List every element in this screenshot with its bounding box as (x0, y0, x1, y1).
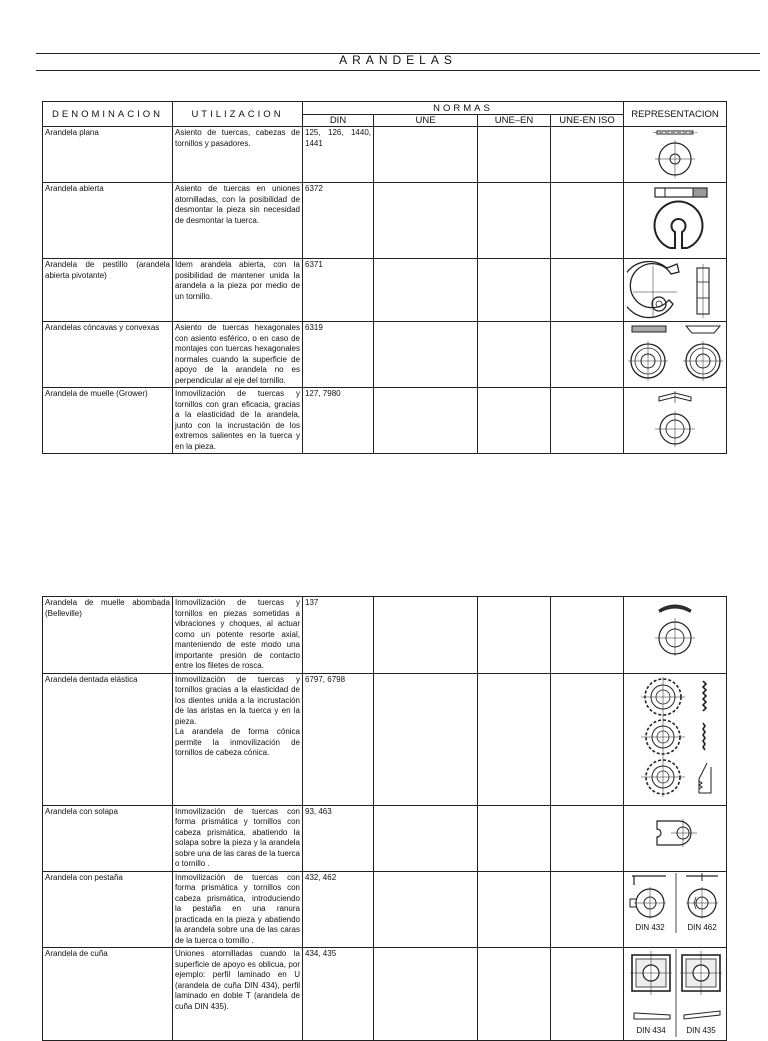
title-rule (36, 70, 760, 71)
flat-washer-icon (635, 128, 715, 180)
une-cell (374, 948, 478, 1041)
din-cell: 6371 (303, 259, 374, 322)
spring-washer-icon (635, 389, 715, 449)
din-cell: 137 (303, 597, 374, 674)
une-en-cell (478, 673, 551, 805)
header-din: DIN (303, 115, 374, 127)
table-row (43, 259, 727, 322)
latch-washer-icon (627, 260, 723, 320)
utilizacion-cell (173, 673, 303, 805)
representation-cell (624, 259, 727, 322)
header-utilizacion: UTILIZACION (173, 102, 303, 127)
utilizacion-cell: Asiento de tuercas, cabezas de tornillos y pasadores. (173, 127, 303, 183)
une-en-iso-cell (551, 805, 624, 871)
representation-cell (624, 597, 727, 674)
denominacion-cell: Arandela abierta (43, 183, 173, 259)
denominacion-cell: Arandela con solapa (43, 805, 173, 871)
une-cell (374, 183, 478, 259)
din-cell: 434, 435 (303, 948, 374, 1041)
denominacion-cell: Arandela de pestillo (arandela abierta pivotante) (43, 259, 173, 322)
washers-table-2 (42, 596, 727, 1041)
une-en-cell (478, 871, 551, 948)
table-row (43, 948, 727, 1041)
denominacion-cell: Arandelas cóncavas y convexas (43, 322, 173, 388)
une-cell (374, 259, 478, 322)
belleville-washer-icon (635, 598, 715, 658)
une-cell (374, 127, 478, 183)
denominacion-cell: Arandela plana (43, 127, 173, 183)
une-en-cell (478, 805, 551, 871)
open-washer-icon (635, 184, 715, 254)
din-cell: 432, 462 (303, 871, 374, 948)
representation-cell (624, 948, 727, 1041)
header-une: UNE (374, 115, 478, 127)
utilizacion-cell: Idem arandela abierta, con la posibilidad de mantener unida la arandela a la pieza por medio de un tornillo. (173, 259, 303, 322)
header-une-en-iso: UNE-EN ISO (551, 115, 624, 127)
caption-din-462: DIN 462 (687, 922, 717, 932)
utilizacion-cell: Asiento de tuercas hexagonales con asiento esférico, o en caso de montajes con tuercas hexagonales normales cuando la superficie de apoyo de la arandela no es perpendicular al eje del tornillo. (173, 322, 303, 388)
header-normas: NORMAS (303, 102, 624, 115)
header-representacion: REPRESENTACION (624, 102, 727, 127)
utilizacion-cell: Inmovilización de tuercas con forma prismática y tornillos con cabeza prismática, introduciendo la pestaña en una ranura practicada en la pieza y abatiendo la arandela sobre una de las caras de la tuerca o tornillo . (173, 871, 303, 948)
flanged-washer-icon (626, 873, 726, 933)
une-en-cell (478, 948, 551, 1041)
caption-din-434: DIN 434 (636, 1026, 666, 1035)
une-en-cell (478, 597, 551, 674)
table-row (43, 183, 727, 259)
table-row (43, 597, 727, 674)
utilizacion-text: Inmovilización de tuercas y tornillos gracias a la elasticidad de los dientes unida a la incrustación de las aristas en la tuerca y en la pieza. (175, 674, 300, 726)
une-en-iso-cell (551, 597, 624, 674)
table-row (43, 127, 727, 183)
header-une-en: UNE–EN (478, 115, 551, 127)
une-en-iso-cell (551, 183, 624, 259)
din-cell: 125, 126, 1440, 1441 (303, 127, 374, 183)
representation-cell (624, 805, 727, 871)
utilizacion-cell: Asiento de tuercas en uniones atornilladas, con la posibilidad de desmontar la pieza sin necesidad de desmontar la tuerca. (173, 183, 303, 259)
utilizacion-text-2: La arandela de forma cónica permite la inmovilización de tornillos de cabeza cónica. (175, 727, 300, 757)
une-en-cell (478, 259, 551, 322)
denominacion-cell: Arandela con pestaña (43, 871, 173, 948)
caption-din-432: DIN 432 (635, 922, 665, 932)
page-title: ARANDELAS (339, 53, 457, 67)
table-row (43, 322, 727, 388)
din-cell: 6797, 6798 (303, 673, 374, 805)
une-cell (374, 805, 478, 871)
table-row (43, 871, 727, 948)
utilizacion-cell: Inmovilización de tuercas y tornillos con gran eficacia, gracias a la elasticidad de la arandela, junto con la incrustación de los extremos salientes en la tuerca y en la pieza. (173, 388, 303, 454)
utilizacion-cell: Inmovilización de tuercas y tornillos en piezas sometidas a vibraciones y choques, al actuar como un potente resorte axial, manteniendo de este modo una importante presión de contacto entre los filetes de rosca. (173, 597, 303, 674)
une-en-cell (478, 127, 551, 183)
representation-cell (624, 388, 727, 454)
une-cell (374, 388, 478, 454)
din-cell: 127, 7980 (303, 388, 374, 454)
caption-din-435: DIN 435 (686, 1026, 716, 1035)
denominacion-cell: Arandela de muelle abombada (Belleville) (43, 597, 173, 674)
representation-cell (624, 673, 727, 805)
une-cell (374, 597, 478, 674)
tab-washer-icon (635, 807, 715, 857)
representation-cell (624, 322, 727, 388)
table-row (43, 388, 727, 454)
une-en-iso-cell (551, 322, 624, 388)
une-en-iso-cell (551, 259, 624, 322)
une-en-cell (478, 388, 551, 454)
une-en-iso-cell (551, 871, 624, 948)
din-cell: 93, 463 (303, 805, 374, 871)
une-en-iso-cell (551, 673, 624, 805)
representation-cell (624, 127, 727, 183)
table-row (43, 805, 727, 871)
din-cell: 6372 (303, 183, 374, 259)
une-en-iso-cell (551, 948, 624, 1041)
une-cell (374, 673, 478, 805)
une-cell (374, 322, 478, 388)
une-en-cell (478, 183, 551, 259)
header-denominacion: DENOMINACION (43, 102, 173, 127)
denominacion-cell: Arandela de cuña (43, 948, 173, 1041)
representation-cell (624, 871, 727, 948)
utilizacion-cell: Inmovilización de tuercas con forma prismática y tornillos con cabeza prismática, abatiendo la solapa sobre la pieza y la arandela sobre una de las caras de la tuerca o tornillo . (173, 805, 303, 871)
toothed-washer-icon (627, 675, 723, 799)
une-en-iso-cell (551, 388, 624, 454)
une-en-iso-cell (551, 127, 624, 183)
une-en-cell (478, 322, 551, 388)
denominacion-cell: Arandela dentada elástica (43, 673, 173, 805)
denominacion-cell: Arandela de muelle (Grower) (43, 388, 173, 454)
table-row (43, 673, 727, 805)
washers-table-1 (42, 101, 727, 454)
concave-convex-washer-icon (626, 323, 726, 383)
utilizacion-cell: Uniones atornilladas cuando la superficie de apoyo es oblicua, por ejemplo: perfil laminado en U (arandela de cuña DIN 434), perfil laminado en doble T (arandela de cuña DIN 435). (173, 948, 303, 1041)
din-cell: 6319 (303, 322, 374, 388)
representation-cell (624, 183, 727, 259)
une-cell (374, 871, 478, 948)
